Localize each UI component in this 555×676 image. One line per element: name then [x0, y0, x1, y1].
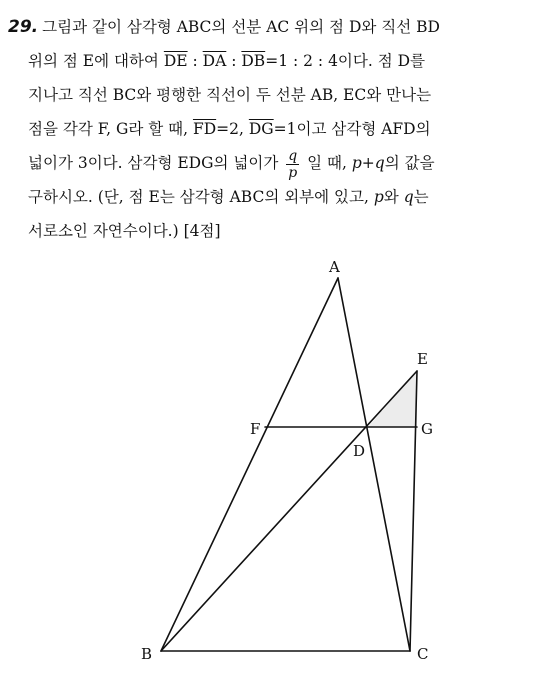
label-a: A	[329, 258, 340, 276]
problem-line	[8, 214, 548, 248]
problem-line	[8, 78, 548, 112]
problem-text	[8, 10, 548, 248]
problem-line	[8, 180, 548, 214]
text-run: 일 때,	[302, 154, 352, 172]
text-run: 구하시오. (단, 점 E는 삼각형 ABC의 외부에 있고,	[28, 188, 374, 206]
text-run: :	[226, 52, 242, 70]
segment-ac	[338, 278, 410, 651]
problem-number: 29.	[8, 17, 39, 37]
problem-line	[8, 146, 548, 180]
text-run: =2,	[216, 120, 249, 138]
label-b: B	[141, 645, 153, 663]
text-run: 의 값을	[384, 154, 435, 172]
fraction-q-over-p	[286, 149, 299, 180]
text-run: +	[361, 154, 375, 172]
text-run: 그림과 같이 삼각형 ABC의 선분 AC 위의 점 D와 직선 BD	[42, 18, 440, 36]
segment-ab	[161, 278, 338, 651]
text-run: =1 : 2 : 4이다. 점 D를	[265, 52, 426, 70]
label-g: G	[421, 420, 433, 438]
problem-line	[8, 44, 548, 78]
label-e: E	[417, 350, 428, 368]
segment-notation: $\overline{DB}$	[241, 52, 266, 70]
geometry-diagram	[0, 250, 555, 676]
label-f: F	[250, 420, 261, 438]
math-variable: q	[403, 188, 414, 206]
math-variable: p	[373, 188, 384, 206]
text-run: 지나고 직선 BC와 평행한 직선이 두 선분 AB, EC와 만나는	[28, 86, 432, 104]
math-variable: p	[351, 154, 362, 172]
problem-line	[8, 112, 548, 146]
label-d: D	[353, 442, 366, 460]
problem-line	[8, 10, 548, 44]
fraction-denominator: p	[288, 164, 298, 181]
text-run: =1이고 삼각형 AFD의	[273, 120, 431, 138]
text-run: 위의 점 E에 대하여	[28, 52, 164, 70]
text-run: 는	[413, 188, 429, 206]
text-run: 와	[383, 188, 404, 206]
segment-be	[161, 371, 417, 651]
label-c: C	[417, 645, 429, 663]
text-run: 점을 각각 F, G라 할 때,	[28, 120, 193, 138]
math-variable: q	[374, 154, 385, 172]
segment-notation: $\overline{DA}$	[202, 52, 227, 70]
segment-notation: $\overline{DG}$	[248, 120, 274, 138]
segment-notation: $\overline{FD}$	[192, 120, 217, 138]
text-run: 넓이가 3이다. 삼각형 EDG의 넓이가	[28, 154, 284, 172]
text-run: 서로소인 자연수이다.) [4점]	[28, 222, 221, 240]
segment-notation: $\overline{DE}$	[163, 52, 188, 70]
fraction-numerator: q	[288, 147, 298, 164]
text-run: :	[187, 52, 203, 70]
